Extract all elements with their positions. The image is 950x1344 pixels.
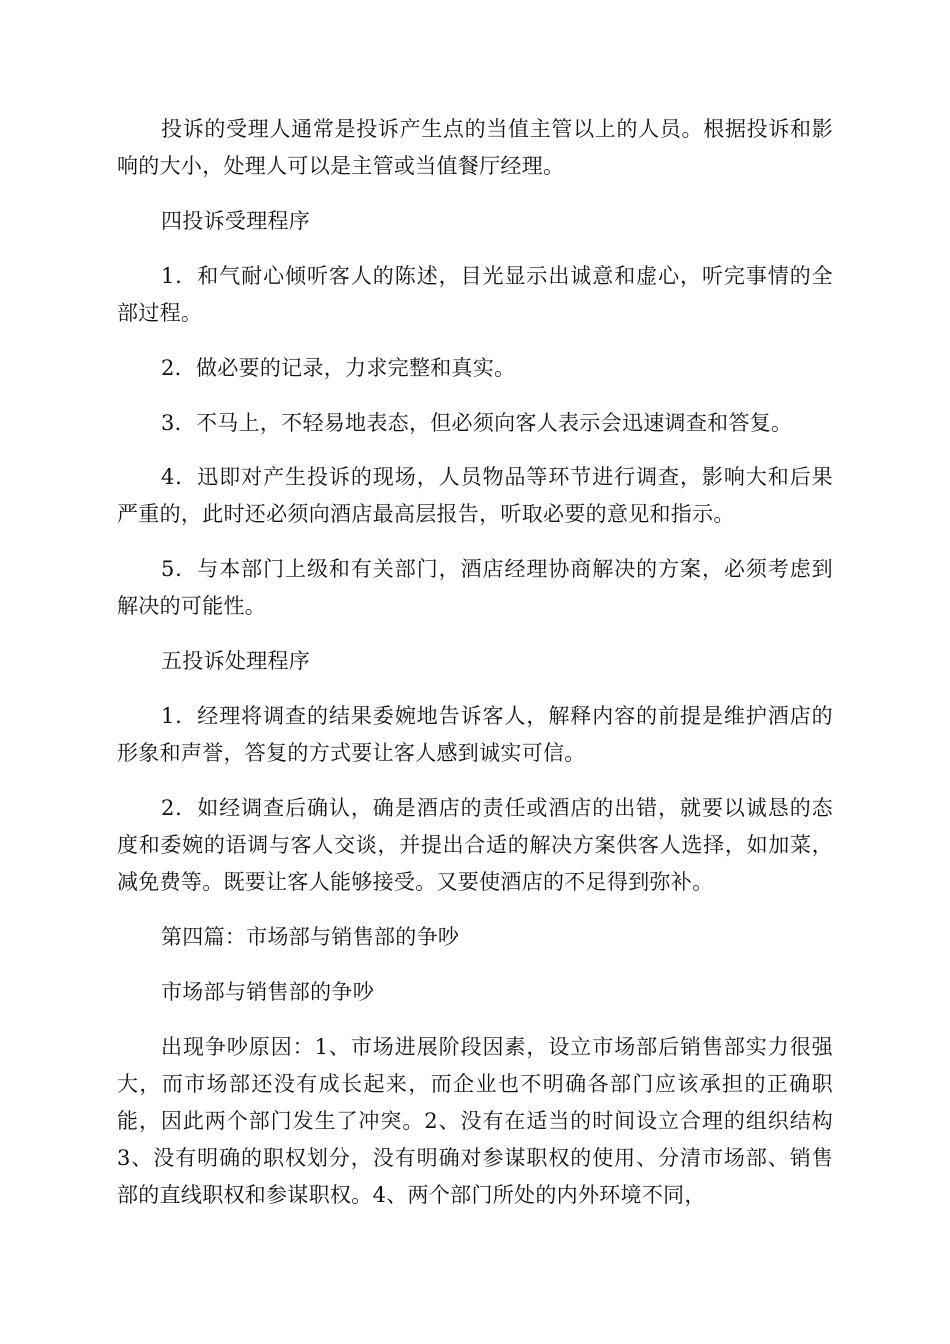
- heading-part-four: 第四篇：市场部与销售部的争吵: [161, 925, 460, 949]
- heading-complaint-processing-procedure: 五投诉处理程序: [161, 649, 311, 673]
- heading-complaint-acceptance-procedure: 四投诉受理程序: [161, 209, 311, 233]
- list-item-acceptance-4: 4．迅即对产生投诉的现场，人员物品等环节进行调查，影响大和后果严重的，此时还必须向酒店最高层报告，听取必要的意见和指示。: [117, 465, 833, 526]
- list-item-acceptance-5: 5．与本部门上级和有关部门，酒店经理协商解决的方案，必须考虑到解决的可能性。: [117, 557, 833, 618]
- paragraph-dispute-causes: 出现争吵原因：1、市场进展阶段因素，设立市场部后销售部实力很强大，而市场部还没有成长起来，而企业也不明确各部门应该承担的正确职能，因此两个部门发生了冲突。2、没有在适当的时间设立合理的组织结构3、没有明确的职权划分，没有明确对参谋职权的使用、分清市场部、销售部的直线职权和参谋职权。4、两个部门所处的内外环境不同，: [117, 1035, 833, 1207]
- list-item-processing-1: 1．经理将调查的结果委婉地告诉客人，解释内容的前提是维护酒店的形象和声誉，答复的方式要让客人感到诚实可信。: [117, 704, 833, 765]
- subheading-dispute: 市场部与销售部的争吵: [161, 980, 374, 1004]
- list-item-acceptance-2: 2．做必要的记录，力求完整和真实。: [161, 356, 516, 380]
- list-item-processing-2: 2．如经调查后确认，确是酒店的责任或酒店的出错，就要以诚恳的态度和委婉的语调与客人交谈，并提出合适的解决方案供客人选择，如加菜，减免费等。既要让客人能够接受。又要使酒店的不足得到弥补。: [117, 796, 833, 894]
- list-item-acceptance-3: 3．不马上，不轻易地表态，但必须向客人表示会迅速调查和答复。: [161, 411, 793, 435]
- list-item-acceptance-1: 1．和气耐心倾听客人的陈述，目光显示出诚意和虚心，听完事情的全部过程。: [117, 264, 833, 325]
- paragraph-complaint-handler: 投诉的受理人通常是投诉产生点的当值主管以上的人员。根据投诉和影响的大小，处理人可以是主管或当值餐厅经理。: [117, 117, 833, 178]
